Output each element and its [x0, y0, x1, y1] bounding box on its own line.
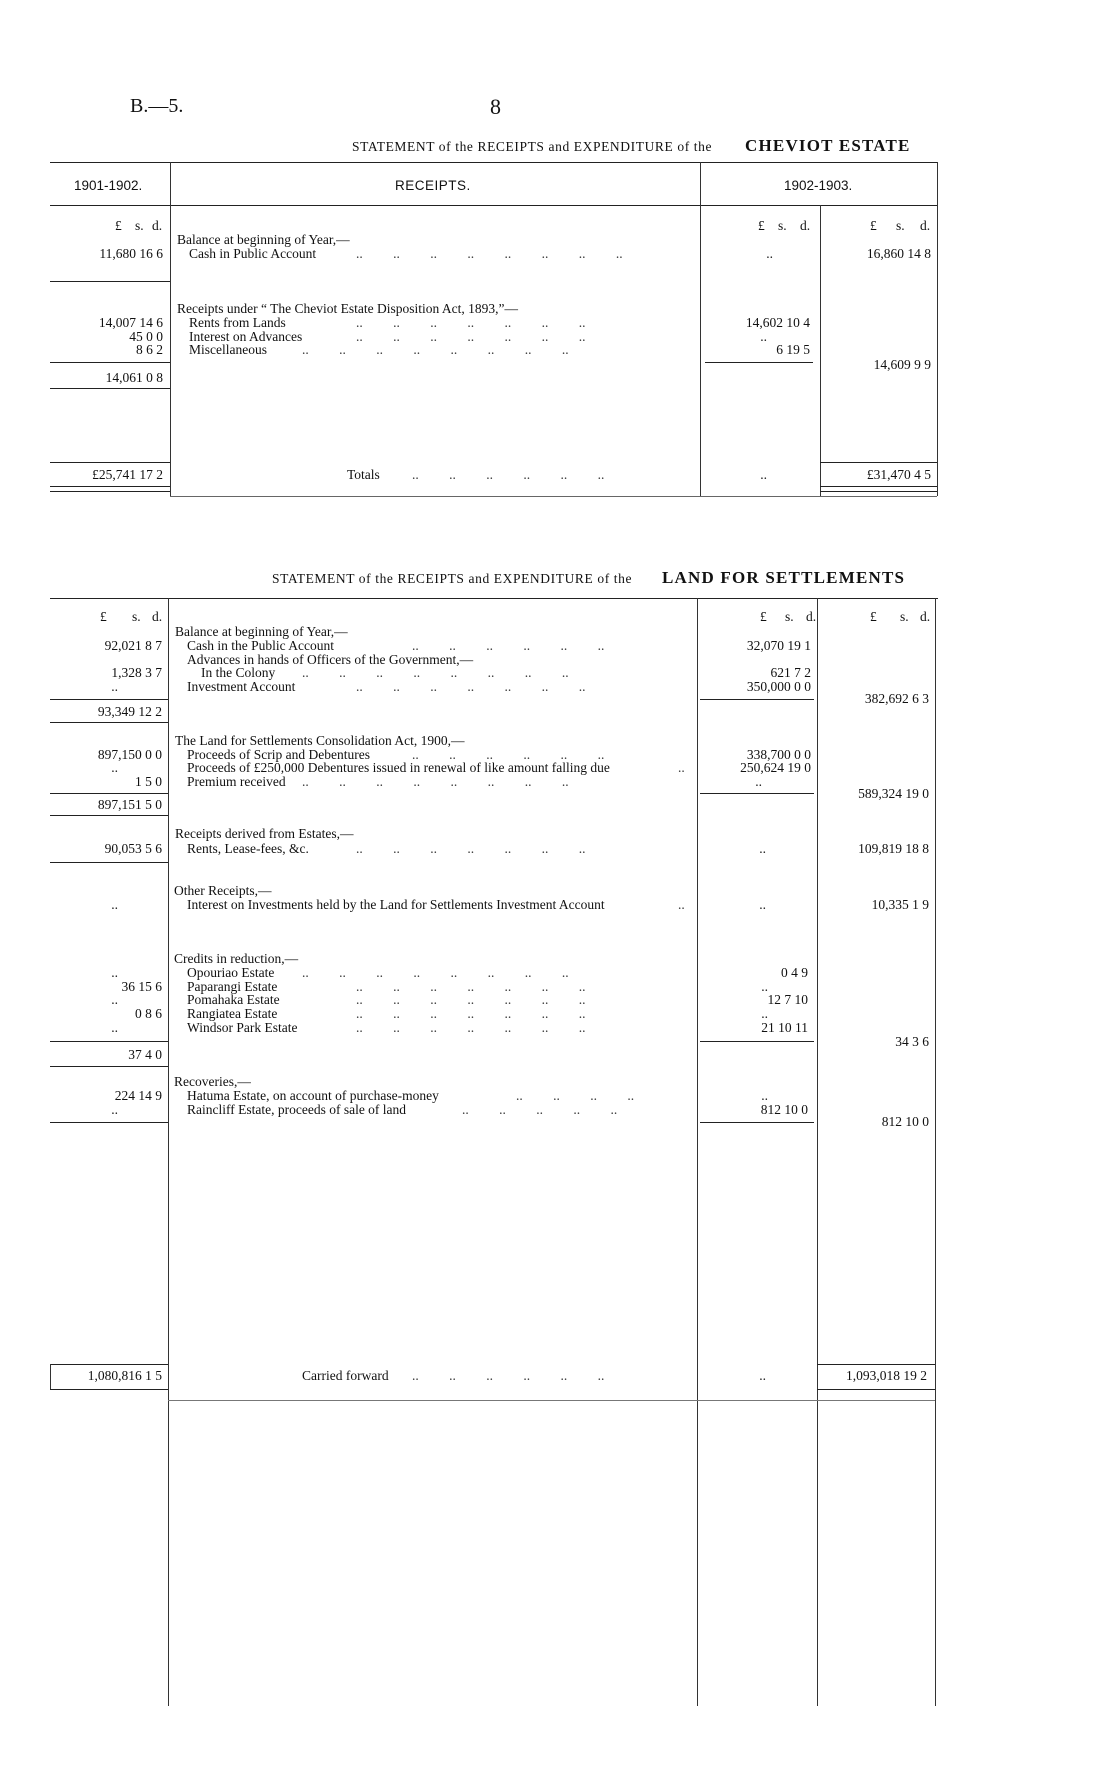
invest-interest-prev: ..: [111, 897, 118, 912]
balance-subtotal-prev: 93,349 12 2: [97, 704, 162, 719]
investment-prev: ..: [111, 679, 118, 694]
cash-prev: 11,680 16 6: [99, 246, 163, 261]
scrip-mid: 338,700 0 0: [746, 747, 811, 762]
rents-mid: ..: [759, 841, 766, 856]
rents-prev: 14,007 14 6: [98, 315, 163, 330]
cash-label: Cash in Public Account: [189, 246, 317, 261]
interest-mid: ..: [760, 329, 767, 344]
totals-mid: ..: [760, 467, 767, 482]
totals-label: Totals: [347, 467, 380, 482]
recoveries-cur: 812 10 0: [881, 1114, 929, 1129]
invest-interest-label: Interest on Investments held by the Land for Settlements Investment Account: [187, 897, 605, 912]
rents-cur: 109,819 18 8: [858, 841, 929, 856]
cheviot-title-prefix: STATEMENT of the RECEIPTS and EXPENDITURE of the: [352, 139, 713, 154]
carried-prev: 1,080,816 1 5: [87, 1368, 162, 1383]
rents-mid: 14,602 10 4: [745, 315, 810, 330]
scrip-label: Proceeds of Scrip and Debentures: [187, 747, 370, 762]
premium-label: Premium received: [187, 774, 286, 789]
cheviot-title-name: CHEVIOT ESTATE: [745, 136, 911, 155]
act-heading: The Land for Settlements Consolidation Act, 1900,—: [175, 733, 465, 748]
credits-subtotal-cur: 34 3 6: [895, 1034, 929, 1049]
hatuma-label: Hatuma Estate, on account of purchase-money: [187, 1088, 439, 1103]
totals-prev: £25,741 17 2: [92, 467, 163, 482]
misc-prev: 8 6 2: [136, 342, 163, 357]
colony-mid: 621 7 2: [770, 665, 811, 680]
misc-label: Miscellaneous: [189, 342, 267, 357]
page-ref: B.—5.: [130, 95, 184, 117]
raincliff-label: Raincliff Estate, proceeds of sale of land: [187, 1102, 407, 1117]
other-heading: Other Receipts,—: [174, 883, 272, 898]
credits-heading: Credits in reduction,—: [174, 951, 299, 966]
investment-label: Investment Account: [187, 679, 296, 694]
renewal-label: Proceeds of £250,000 Debentures issued in renewal of like amount falling due: [187, 760, 610, 775]
renewal-prev: ..: [111, 760, 118, 775]
balance-subtotal-cur: 382,692 6 3: [864, 691, 929, 706]
colony-prev: 1,328 3 7: [111, 665, 162, 680]
act-subtotal-cur: 589,324 19 0: [858, 786, 929, 801]
balance-heading: Balance at beginning of Year,—: [177, 232, 350, 247]
hatuma-prev: 224 14 9: [114, 1088, 162, 1103]
invest-interest-cur: 10,335 1 9: [871, 897, 929, 912]
receipts-subtotal-prev: 14,061 0 8: [105, 370, 163, 385]
rents-label: Rents from Lands: [189, 315, 286, 330]
interest-prev: 45 0 0: [129, 329, 163, 344]
misc-mid: 6 19 5: [776, 342, 810, 357]
premium-mid: ..: [755, 774, 762, 789]
carried-label: Carried forward: [302, 1368, 389, 1383]
lfs-title-prefix: STATEMENT of the RECEIPTS and EXPENDITURE of the: [272, 571, 633, 586]
carried-mid: ..: [759, 1368, 766, 1383]
rents-prev: 90,053 5 6: [104, 841, 162, 856]
cash-cur: 16,860 14 8: [866, 246, 931, 261]
act-subtotal-prev: 897,151 5 0: [97, 797, 162, 812]
lfs-title-name: LAND FOR SETTLEMENTS: [662, 568, 906, 587]
invest-interest-mid: ..: [759, 897, 766, 912]
cash-prev: 92,021 8 7: [104, 638, 162, 653]
carried-cur: 1,093,018 19 2: [846, 1368, 927, 1383]
page-number: 8: [490, 94, 501, 119]
col-header-1902: 1902-1903.: [784, 178, 853, 193]
raincliff-prev: ..: [111, 1102, 118, 1117]
totals-cur: £31,470 4 5: [866, 467, 931, 482]
col-header-1901: 1901-1902.: [74, 178, 143, 193]
premium-prev: 1 5 0: [135, 774, 162, 789]
recoveries-heading: Recoveries,—: [174, 1074, 251, 1089]
estates-heading: Receipts derived from Estates,—: [175, 826, 354, 841]
renewal-mid: 250,624 19 0: [740, 760, 811, 775]
cash-label: Cash in the Public Account: [187, 638, 334, 653]
scrip-prev: 897,150 0 0: [97, 747, 162, 762]
raincliff-mid: 812 10 0: [760, 1102, 808, 1117]
investment-mid: 350,000 0 0: [746, 679, 811, 694]
interest-label: Interest on Advances: [189, 329, 303, 344]
receipts-heading: Receipts under “ The Cheviot Estate Disposition Act, 1893,”—: [177, 301, 518, 316]
hatuma-mid: ..: [761, 1088, 768, 1103]
rents-label: Rents, Lease-fees, &c.: [187, 841, 309, 856]
colony-label: In the Colony: [201, 665, 276, 680]
advances-heading: Advances in hands of Officers of the Government,—: [187, 652, 474, 667]
cash-mid: 32,070 19 1: [746, 638, 811, 653]
col-header-receipts: RECEIPTS.: [395, 178, 471, 193]
credits-subtotal-prev: 37 4 0: [128, 1047, 162, 1062]
balance-heading: Balance at beginning of Year,—: [175, 624, 348, 639]
cash-mid: ..: [766, 246, 773, 261]
receipts-subtotal-cur: 14,609 9 9: [873, 357, 931, 372]
